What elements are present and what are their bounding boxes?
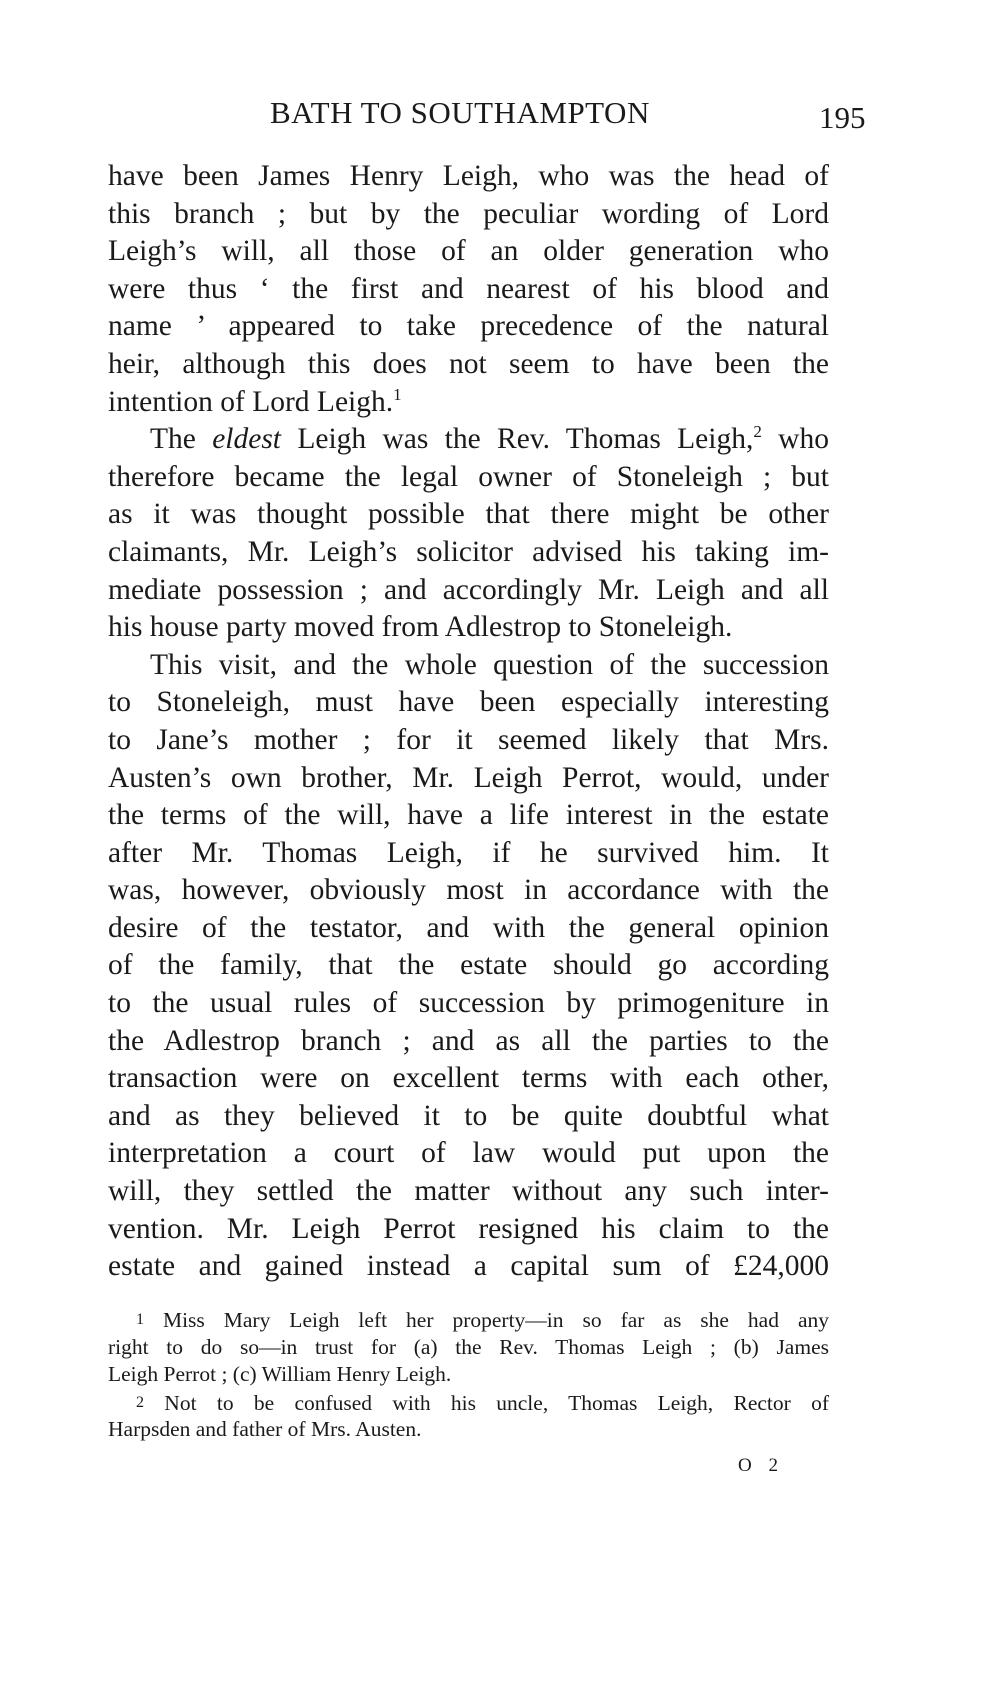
footnote-line: right to do so—in trust for (a) the Rev. Thomas Leigh ; (b) James bbox=[108, 1334, 829, 1359]
text-fragment: The bbox=[150, 423, 213, 456]
text-line: estate and gained instead a capital sum of £24,000 bbox=[108, 1250, 829, 1283]
text-fragment: Leigh was the Rev. Thomas Leigh, bbox=[281, 423, 754, 456]
text-line: of the family, that the estate should go according bbox=[108, 949, 829, 982]
text-line: name ’ appeared to take precedence of the natural bbox=[108, 310, 829, 343]
emphasized-word: eldest bbox=[212, 423, 281, 456]
text-line: will, they settled the matter without any such inter- bbox=[108, 1175, 829, 1208]
footnotes bbox=[108, 1306, 829, 1444]
text-line: claimants, Mr. Leigh’s solicitor advised his taking im- bbox=[108, 535, 829, 568]
text-line: was, however, obviously most in accordance with the bbox=[108, 874, 829, 907]
text-line: interpretation a court of law would put upon the bbox=[108, 1137, 829, 1170]
text-line bbox=[108, 421, 829, 459]
footnote-line bbox=[108, 1306, 829, 1334]
page-number: 195 bbox=[819, 100, 866, 135]
signature-mark: O 2 bbox=[738, 1455, 784, 1476]
text-line: were thus ‘ the first and nearest of his blood and bbox=[108, 272, 829, 305]
text-line bbox=[108, 384, 829, 422]
text-line: as it was thought possible that there might be other bbox=[108, 498, 829, 531]
footnote-text: Not to be confused with his uncle, Thomas Leigh, Rector of bbox=[144, 1390, 829, 1415]
text-line: heir, although this does not seem to have been the bbox=[108, 347, 829, 380]
footnote-marker: 1 bbox=[136, 1311, 144, 1328]
text-line: this branch ; but by the peculiar wording of Lord bbox=[108, 197, 829, 230]
text-line: his house party moved from Adlestrop to Stoneleigh. bbox=[108, 611, 733, 644]
footnote-line: Harpsden and father of Mrs. Austen. bbox=[108, 1417, 422, 1441]
text-fragment: who bbox=[761, 423, 829, 456]
text-line: the Adlestrop branch ; and as all the parties to the bbox=[108, 1024, 829, 1057]
footnote-reference: 2 bbox=[753, 422, 762, 442]
text-line: after Mr. Thomas Leigh, if he survived him. It bbox=[108, 836, 829, 869]
text-line-content: intention of Lord Leigh. bbox=[108, 385, 394, 418]
text-line: to Stoneleigh, must have been especially interesting bbox=[108, 686, 829, 719]
text-line: vention. Mr. Leigh Perrot resigned his claim to the bbox=[108, 1212, 829, 1245]
footnote-text: Miss Mary Leigh left her property—in so far as she had any bbox=[144, 1308, 829, 1332]
text-line: mediate possession ; and accordingly Mr. Leigh and all bbox=[108, 573, 829, 606]
text-line: transaction were on excellent terms with each other, bbox=[108, 1062, 829, 1095]
footnote-marker: 2 bbox=[136, 1393, 144, 1411]
text-line: to Jane’s mother ; for it seemed likely that Mrs. bbox=[108, 723, 829, 756]
text-line: Austen’s own brother, Mr. Leigh Perrot, would, under bbox=[108, 761, 829, 794]
body-text bbox=[108, 158, 829, 1286]
footnote-reference: 1 bbox=[393, 384, 402, 404]
text-line: Leigh’s will, all those of an older generation who bbox=[108, 235, 829, 268]
text-line: This visit, and the whole question of the succession bbox=[150, 648, 829, 681]
footnote-line bbox=[108, 1389, 829, 1417]
footnote-line: Leigh Perrot ; (c) William Henry Leigh. bbox=[108, 1362, 452, 1386]
text-line: desire of the testator, and with the general opinion bbox=[108, 911, 829, 944]
text-line: to the usual rules of succession by primogeniture in bbox=[108, 987, 829, 1020]
text-line: the terms of the will, have a life interest in the estate bbox=[108, 799, 829, 832]
text-line: therefore became the legal owner of Stoneleigh ; but bbox=[108, 460, 829, 493]
running-head-title: BATH TO SOUTHAMPTON bbox=[270, 95, 650, 130]
text-line: have been James Henry Leigh, who was the head of bbox=[108, 160, 829, 192]
text-line: and as they believed it to be quite doubtful what bbox=[108, 1099, 829, 1132]
